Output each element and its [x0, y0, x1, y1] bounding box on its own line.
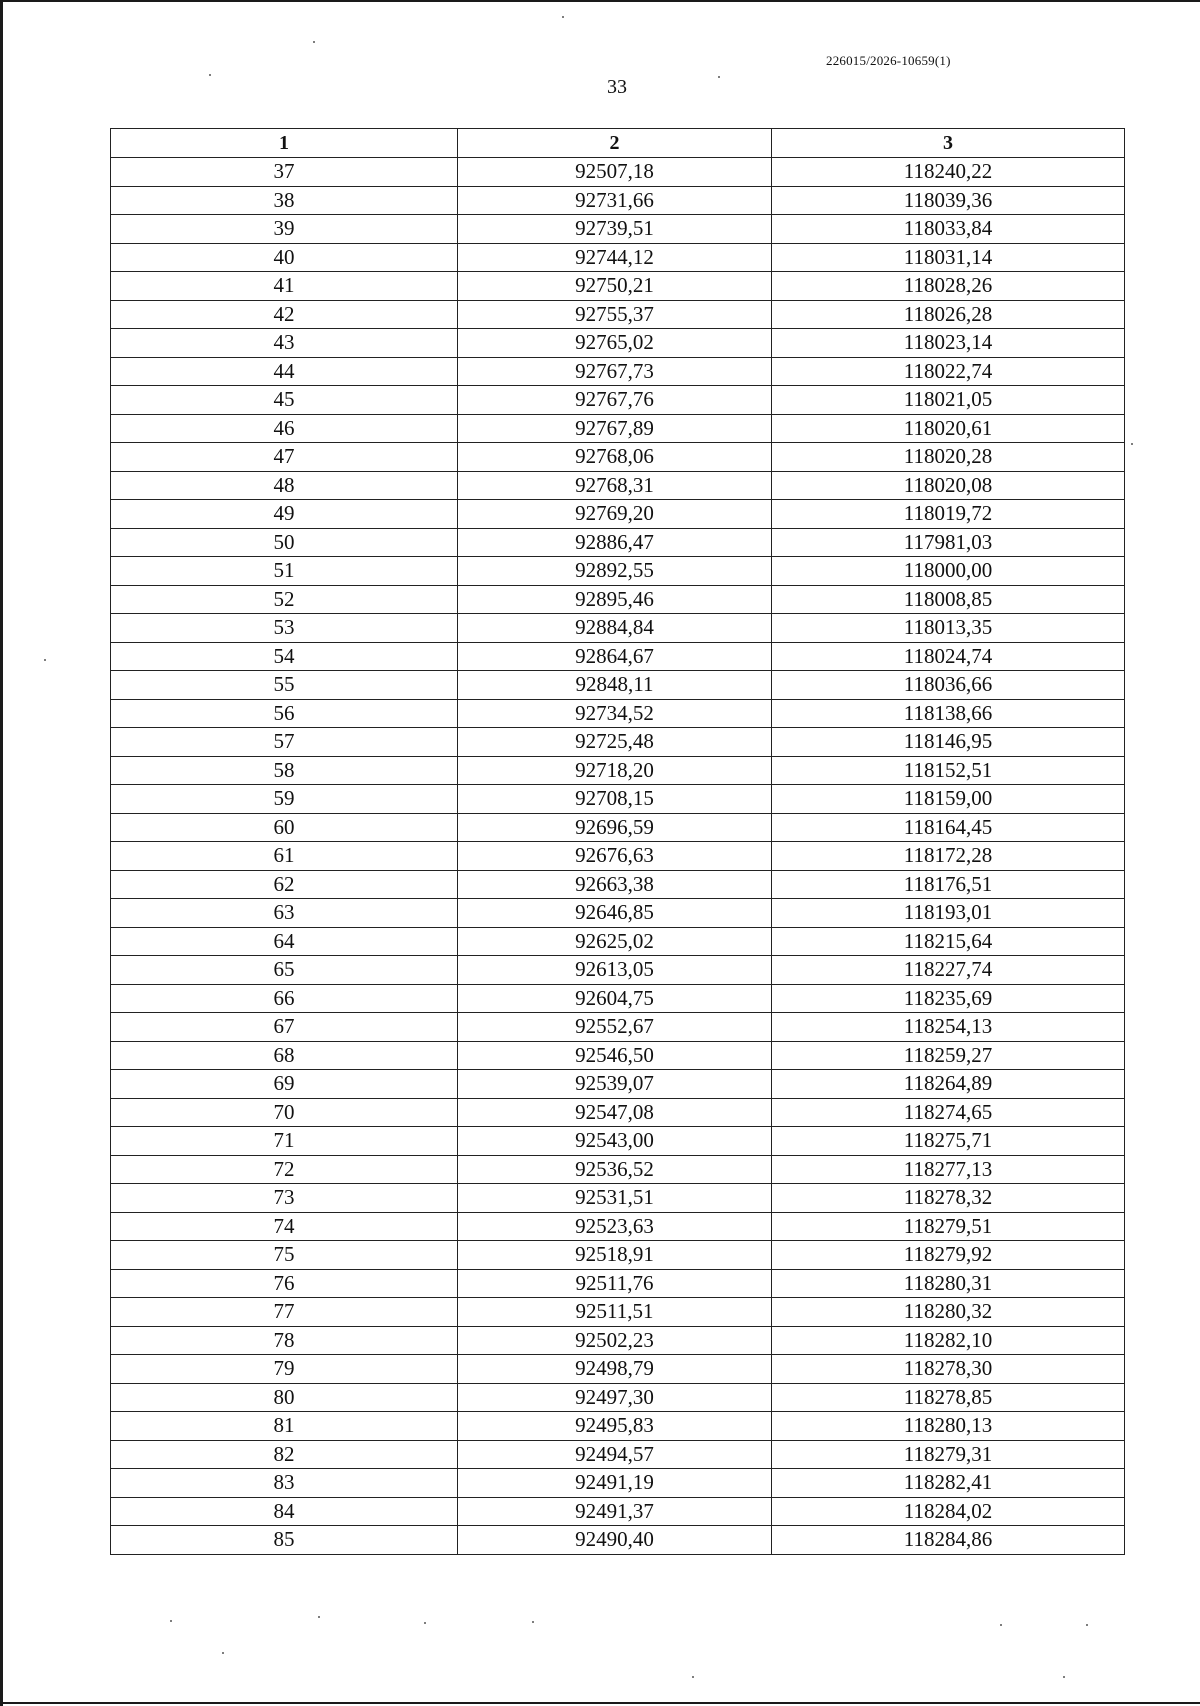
table-row: [111, 1497, 1125, 1526]
coordinate-x-cell: 92663,38: [458, 870, 772, 899]
scan-speck: [1086, 1624, 1088, 1626]
coordinate-x-cell: 92744,12: [458, 243, 772, 272]
table-row: [111, 414, 1125, 443]
point-number-cell: 59: [111, 785, 458, 814]
coordinate-y-cell: 118235,69: [772, 984, 1125, 1013]
table-row: [111, 1412, 1125, 1441]
coordinate-y-cell: 118146,95: [772, 728, 1125, 757]
point-number-cell: 75: [111, 1241, 458, 1270]
point-number-cell: 76: [111, 1269, 458, 1298]
coordinate-y-cell: 118277,13: [772, 1155, 1125, 1184]
point-number-cell: 67: [111, 1013, 458, 1042]
coordinate-x-cell: 92769,20: [458, 500, 772, 529]
scan-edge-bottom: [0, 1702, 1200, 1704]
coordinate-x-cell: 92511,76: [458, 1269, 772, 1298]
coordinate-y-cell: 118020,61: [772, 414, 1125, 443]
scan-speck: [562, 16, 564, 18]
coordinate-y-cell: 118152,51: [772, 756, 1125, 785]
point-number-cell: 79: [111, 1355, 458, 1384]
coordinate-y-cell: 118023,14: [772, 329, 1125, 358]
table-row: [111, 671, 1125, 700]
point-number-cell: 49: [111, 500, 458, 529]
table-row: [111, 1355, 1125, 1384]
coordinate-x-cell: 92523,63: [458, 1212, 772, 1241]
coordinate-y-cell: 118280,32: [772, 1298, 1125, 1327]
point-number-cell: 45: [111, 386, 458, 415]
scan-speck: [424, 1622, 426, 1624]
coordinate-y-cell: 118028,26: [772, 272, 1125, 301]
coordinate-y-cell: 118278,30: [772, 1355, 1125, 1384]
point-number-cell: 37: [111, 158, 458, 187]
coordinate-y-cell: 118176,51: [772, 870, 1125, 899]
scan-speck: [532, 1621, 534, 1623]
table-row: [111, 956, 1125, 985]
table-row: [111, 842, 1125, 871]
coordinate-x-cell: 92725,48: [458, 728, 772, 757]
coordinate-x-cell: 92767,76: [458, 386, 772, 415]
table-row: [111, 813, 1125, 842]
table-row: [111, 1526, 1125, 1555]
table-row: [111, 557, 1125, 586]
point-number-cell: 61: [111, 842, 458, 871]
point-number-cell: 78: [111, 1326, 458, 1355]
point-number-cell: 70: [111, 1098, 458, 1127]
column-header: 3: [772, 129, 1125, 158]
point-number-cell: 55: [111, 671, 458, 700]
point-number-cell: 53: [111, 614, 458, 643]
scan-speck: [44, 659, 46, 661]
point-number-cell: 84: [111, 1497, 458, 1526]
coordinate-x-cell: 92546,50: [458, 1041, 772, 1070]
coordinate-x-cell: 92708,15: [458, 785, 772, 814]
scan-speck: [170, 1620, 172, 1622]
point-number-cell: 38: [111, 186, 458, 215]
table-row: [111, 357, 1125, 386]
table-row: [111, 1326, 1125, 1355]
point-number-cell: 69: [111, 1070, 458, 1099]
coordinate-x-cell: 92539,07: [458, 1070, 772, 1099]
coordinate-y-cell: 118020,28: [772, 443, 1125, 472]
coordinate-x-cell: 92494,57: [458, 1440, 772, 1469]
coordinate-x-cell: 92613,05: [458, 956, 772, 985]
coordinate-y-cell: 118033,84: [772, 215, 1125, 244]
coordinate-x-cell: 92547,08: [458, 1098, 772, 1127]
coordinate-x-cell: 92886,47: [458, 528, 772, 557]
coordinate-y-cell: 118020,08: [772, 471, 1125, 500]
coordinate-x-cell: 92718,20: [458, 756, 772, 785]
coordinate-y-cell: 118259,27: [772, 1041, 1125, 1070]
point-number-cell: 81: [111, 1412, 458, 1441]
coordinate-x-cell: 92884,84: [458, 614, 772, 643]
coordinate-y-cell: 118000,00: [772, 557, 1125, 586]
table-row: [111, 927, 1125, 956]
coordinate-y-cell: 118274,65: [772, 1098, 1125, 1127]
point-number-cell: 52: [111, 585, 458, 614]
scan-speck: [692, 1676, 694, 1678]
coordinate-x-cell: 92536,52: [458, 1155, 772, 1184]
point-number-cell: 48: [111, 471, 458, 500]
table-row: [111, 1127, 1125, 1156]
table-row: [111, 1155, 1125, 1184]
table-row: [111, 1098, 1125, 1127]
coordinate-y-cell: 117981,03: [772, 528, 1125, 557]
point-number-cell: 82: [111, 1440, 458, 1469]
coordinate-x-cell: 92552,67: [458, 1013, 772, 1042]
point-number-cell: 56: [111, 699, 458, 728]
point-number-cell: 66: [111, 984, 458, 1013]
coordinate-y-cell: 118022,74: [772, 357, 1125, 386]
coordinate-x-cell: 92495,83: [458, 1412, 772, 1441]
point-number-cell: 51: [111, 557, 458, 586]
coordinate-y-cell: 118282,10: [772, 1326, 1125, 1355]
coordinate-y-cell: 118279,92: [772, 1241, 1125, 1270]
table-row: [111, 756, 1125, 785]
coordinate-x-cell: 92755,37: [458, 300, 772, 329]
coordinate-y-cell: 118159,00: [772, 785, 1125, 814]
table-row: [111, 1241, 1125, 1270]
coordinate-x-cell: 92543,00: [458, 1127, 772, 1156]
table-row: [111, 329, 1125, 358]
point-number-cell: 60: [111, 813, 458, 842]
column-header: 2: [458, 129, 772, 158]
coordinate-y-cell: 118036,66: [772, 671, 1125, 700]
coordinate-x-cell: 92531,51: [458, 1184, 772, 1213]
table-row: [111, 1269, 1125, 1298]
coordinate-y-cell: 118278,32: [772, 1184, 1125, 1213]
coordinate-x-cell: 92696,59: [458, 813, 772, 842]
coordinate-x-cell: 92498,79: [458, 1355, 772, 1384]
column-header: 1: [111, 129, 458, 158]
coordinate-x-cell: 92491,19: [458, 1469, 772, 1498]
point-number-cell: 54: [111, 642, 458, 671]
coordinate-x-cell: 92604,75: [458, 984, 772, 1013]
coordinate-y-cell: 118280,31: [772, 1269, 1125, 1298]
scan-speck: [222, 1652, 224, 1654]
point-number-cell: 72: [111, 1155, 458, 1184]
point-number-cell: 73: [111, 1184, 458, 1213]
point-number-cell: 62: [111, 870, 458, 899]
coordinates-table: [110, 128, 1125, 1555]
point-number-cell: 58: [111, 756, 458, 785]
point-number-cell: 41: [111, 272, 458, 301]
table-header-row: [111, 129, 1125, 158]
point-number-cell: 43: [111, 329, 458, 358]
point-number-cell: 77: [111, 1298, 458, 1327]
coordinate-x-cell: 92676,63: [458, 842, 772, 871]
scan-speck: [209, 74, 211, 76]
table-row: [111, 243, 1125, 272]
coordinate-y-cell: 118019,72: [772, 500, 1125, 529]
table-row: [111, 699, 1125, 728]
point-number-cell: 63: [111, 899, 458, 928]
coordinate-x-cell: 92490,40: [458, 1526, 772, 1555]
table-row: [111, 1041, 1125, 1070]
table-row: [111, 870, 1125, 899]
table-row: [111, 215, 1125, 244]
coordinate-y-cell: 118280,13: [772, 1412, 1125, 1441]
coordinate-y-cell: 118172,28: [772, 842, 1125, 871]
coordinate-y-cell: 118264,89: [772, 1070, 1125, 1099]
scan-speck: [318, 1616, 320, 1618]
point-number-cell: 65: [111, 956, 458, 985]
point-number-cell: 40: [111, 243, 458, 272]
coordinate-x-cell: 92511,51: [458, 1298, 772, 1327]
table-row: [111, 528, 1125, 557]
point-number-cell: 80: [111, 1383, 458, 1412]
coordinate-y-cell: 118013,35: [772, 614, 1125, 643]
table-row: [111, 1070, 1125, 1099]
scan-speck: [1063, 1676, 1065, 1678]
table-row: [111, 186, 1125, 215]
point-number-cell: 57: [111, 728, 458, 757]
coordinate-x-cell: 92864,67: [458, 642, 772, 671]
point-number-cell: 68: [111, 1041, 458, 1070]
table-row: [111, 728, 1125, 757]
coordinate-x-cell: 92497,30: [458, 1383, 772, 1412]
coordinate-x-cell: 92734,52: [458, 699, 772, 728]
coordinate-x-cell: 92767,73: [458, 357, 772, 386]
coordinate-x-cell: 92731,66: [458, 186, 772, 215]
coordinate-y-cell: 118039,36: [772, 186, 1125, 215]
coordinate-y-cell: 118008,85: [772, 585, 1125, 614]
table-row: [111, 899, 1125, 928]
scan-edge-top: [0, 0, 1200, 2]
coordinate-y-cell: 118275,71: [772, 1127, 1125, 1156]
point-number-cell: 74: [111, 1212, 458, 1241]
scan-speck: [1131, 443, 1133, 445]
point-number-cell: 83: [111, 1469, 458, 1498]
point-number-cell: 71: [111, 1127, 458, 1156]
table-row: [111, 585, 1125, 614]
document-reference: 226015/2026-10659(1): [826, 53, 951, 68]
table-row: [111, 1469, 1125, 1498]
point-number-cell: 46: [111, 414, 458, 443]
coordinate-y-cell: 118024,74: [772, 642, 1125, 671]
coordinate-y-cell: 118164,45: [772, 813, 1125, 842]
coordinate-x-cell: 92502,23: [458, 1326, 772, 1355]
table-row: [111, 500, 1125, 529]
table-row: [111, 642, 1125, 671]
table-row: [111, 1212, 1125, 1241]
coordinate-x-cell: 92491,37: [458, 1497, 772, 1526]
table-row: [111, 1013, 1125, 1042]
coordinate-x-cell: 92895,46: [458, 585, 772, 614]
table-row: [111, 1383, 1125, 1412]
coordinate-y-cell: 118227,74: [772, 956, 1125, 985]
coordinate-y-cell: 118279,31: [772, 1440, 1125, 1469]
coordinate-y-cell: 118284,86: [772, 1526, 1125, 1555]
coordinate-y-cell: 118026,28: [772, 300, 1125, 329]
coordinate-y-cell: 118031,14: [772, 243, 1125, 272]
table-row: [111, 471, 1125, 500]
coordinate-y-cell: 118021,05: [772, 386, 1125, 415]
coordinate-y-cell: 118284,02: [772, 1497, 1125, 1526]
table-row: [111, 1298, 1125, 1327]
coordinate-x-cell: 92507,18: [458, 158, 772, 187]
coordinate-x-cell: 92768,31: [458, 471, 772, 500]
coordinate-y-cell: 118240,22: [772, 158, 1125, 187]
coordinate-x-cell: 92518,91: [458, 1241, 772, 1270]
point-number-cell: 85: [111, 1526, 458, 1555]
table-row: [111, 785, 1125, 814]
table-row: [111, 386, 1125, 415]
point-number-cell: 44: [111, 357, 458, 386]
coordinate-x-cell: 92892,55: [458, 557, 772, 586]
scan-speck: [718, 76, 720, 78]
coordinate-y-cell: 118278,85: [772, 1383, 1125, 1412]
coordinate-y-cell: 118254,13: [772, 1013, 1125, 1042]
coordinate-y-cell: 118282,41: [772, 1469, 1125, 1498]
scan-speck: [313, 41, 315, 43]
coordinate-y-cell: 118215,64: [772, 927, 1125, 956]
coordinate-y-cell: 118279,51: [772, 1212, 1125, 1241]
point-number-cell: 64: [111, 927, 458, 956]
coordinate-x-cell: 92739,51: [458, 215, 772, 244]
coordinate-x-cell: 92768,06: [458, 443, 772, 472]
coordinate-x-cell: 92750,21: [458, 272, 772, 301]
coordinate-y-cell: 118138,66: [772, 699, 1125, 728]
table-row: [111, 300, 1125, 329]
coordinate-x-cell: 92625,02: [458, 927, 772, 956]
table-row: [111, 272, 1125, 301]
table-row: [111, 1184, 1125, 1213]
page-number: 33: [607, 76, 627, 98]
table-row: [111, 158, 1125, 187]
table-row: [111, 1440, 1125, 1469]
coordinate-x-cell: 92848,11: [458, 671, 772, 700]
table-row: [111, 614, 1125, 643]
coordinate-x-cell: 92646,85: [458, 899, 772, 928]
scan-speck: [1000, 1624, 1002, 1626]
point-number-cell: 50: [111, 528, 458, 557]
scan-edge-left: [0, 0, 3, 1706]
table-row: [111, 443, 1125, 472]
point-number-cell: 42: [111, 300, 458, 329]
point-number-cell: 47: [111, 443, 458, 472]
point-number-cell: 39: [111, 215, 458, 244]
coordinate-y-cell: 118193,01: [772, 899, 1125, 928]
coordinate-x-cell: 92767,89: [458, 414, 772, 443]
table-row: [111, 984, 1125, 1013]
coordinate-x-cell: 92765,02: [458, 329, 772, 358]
